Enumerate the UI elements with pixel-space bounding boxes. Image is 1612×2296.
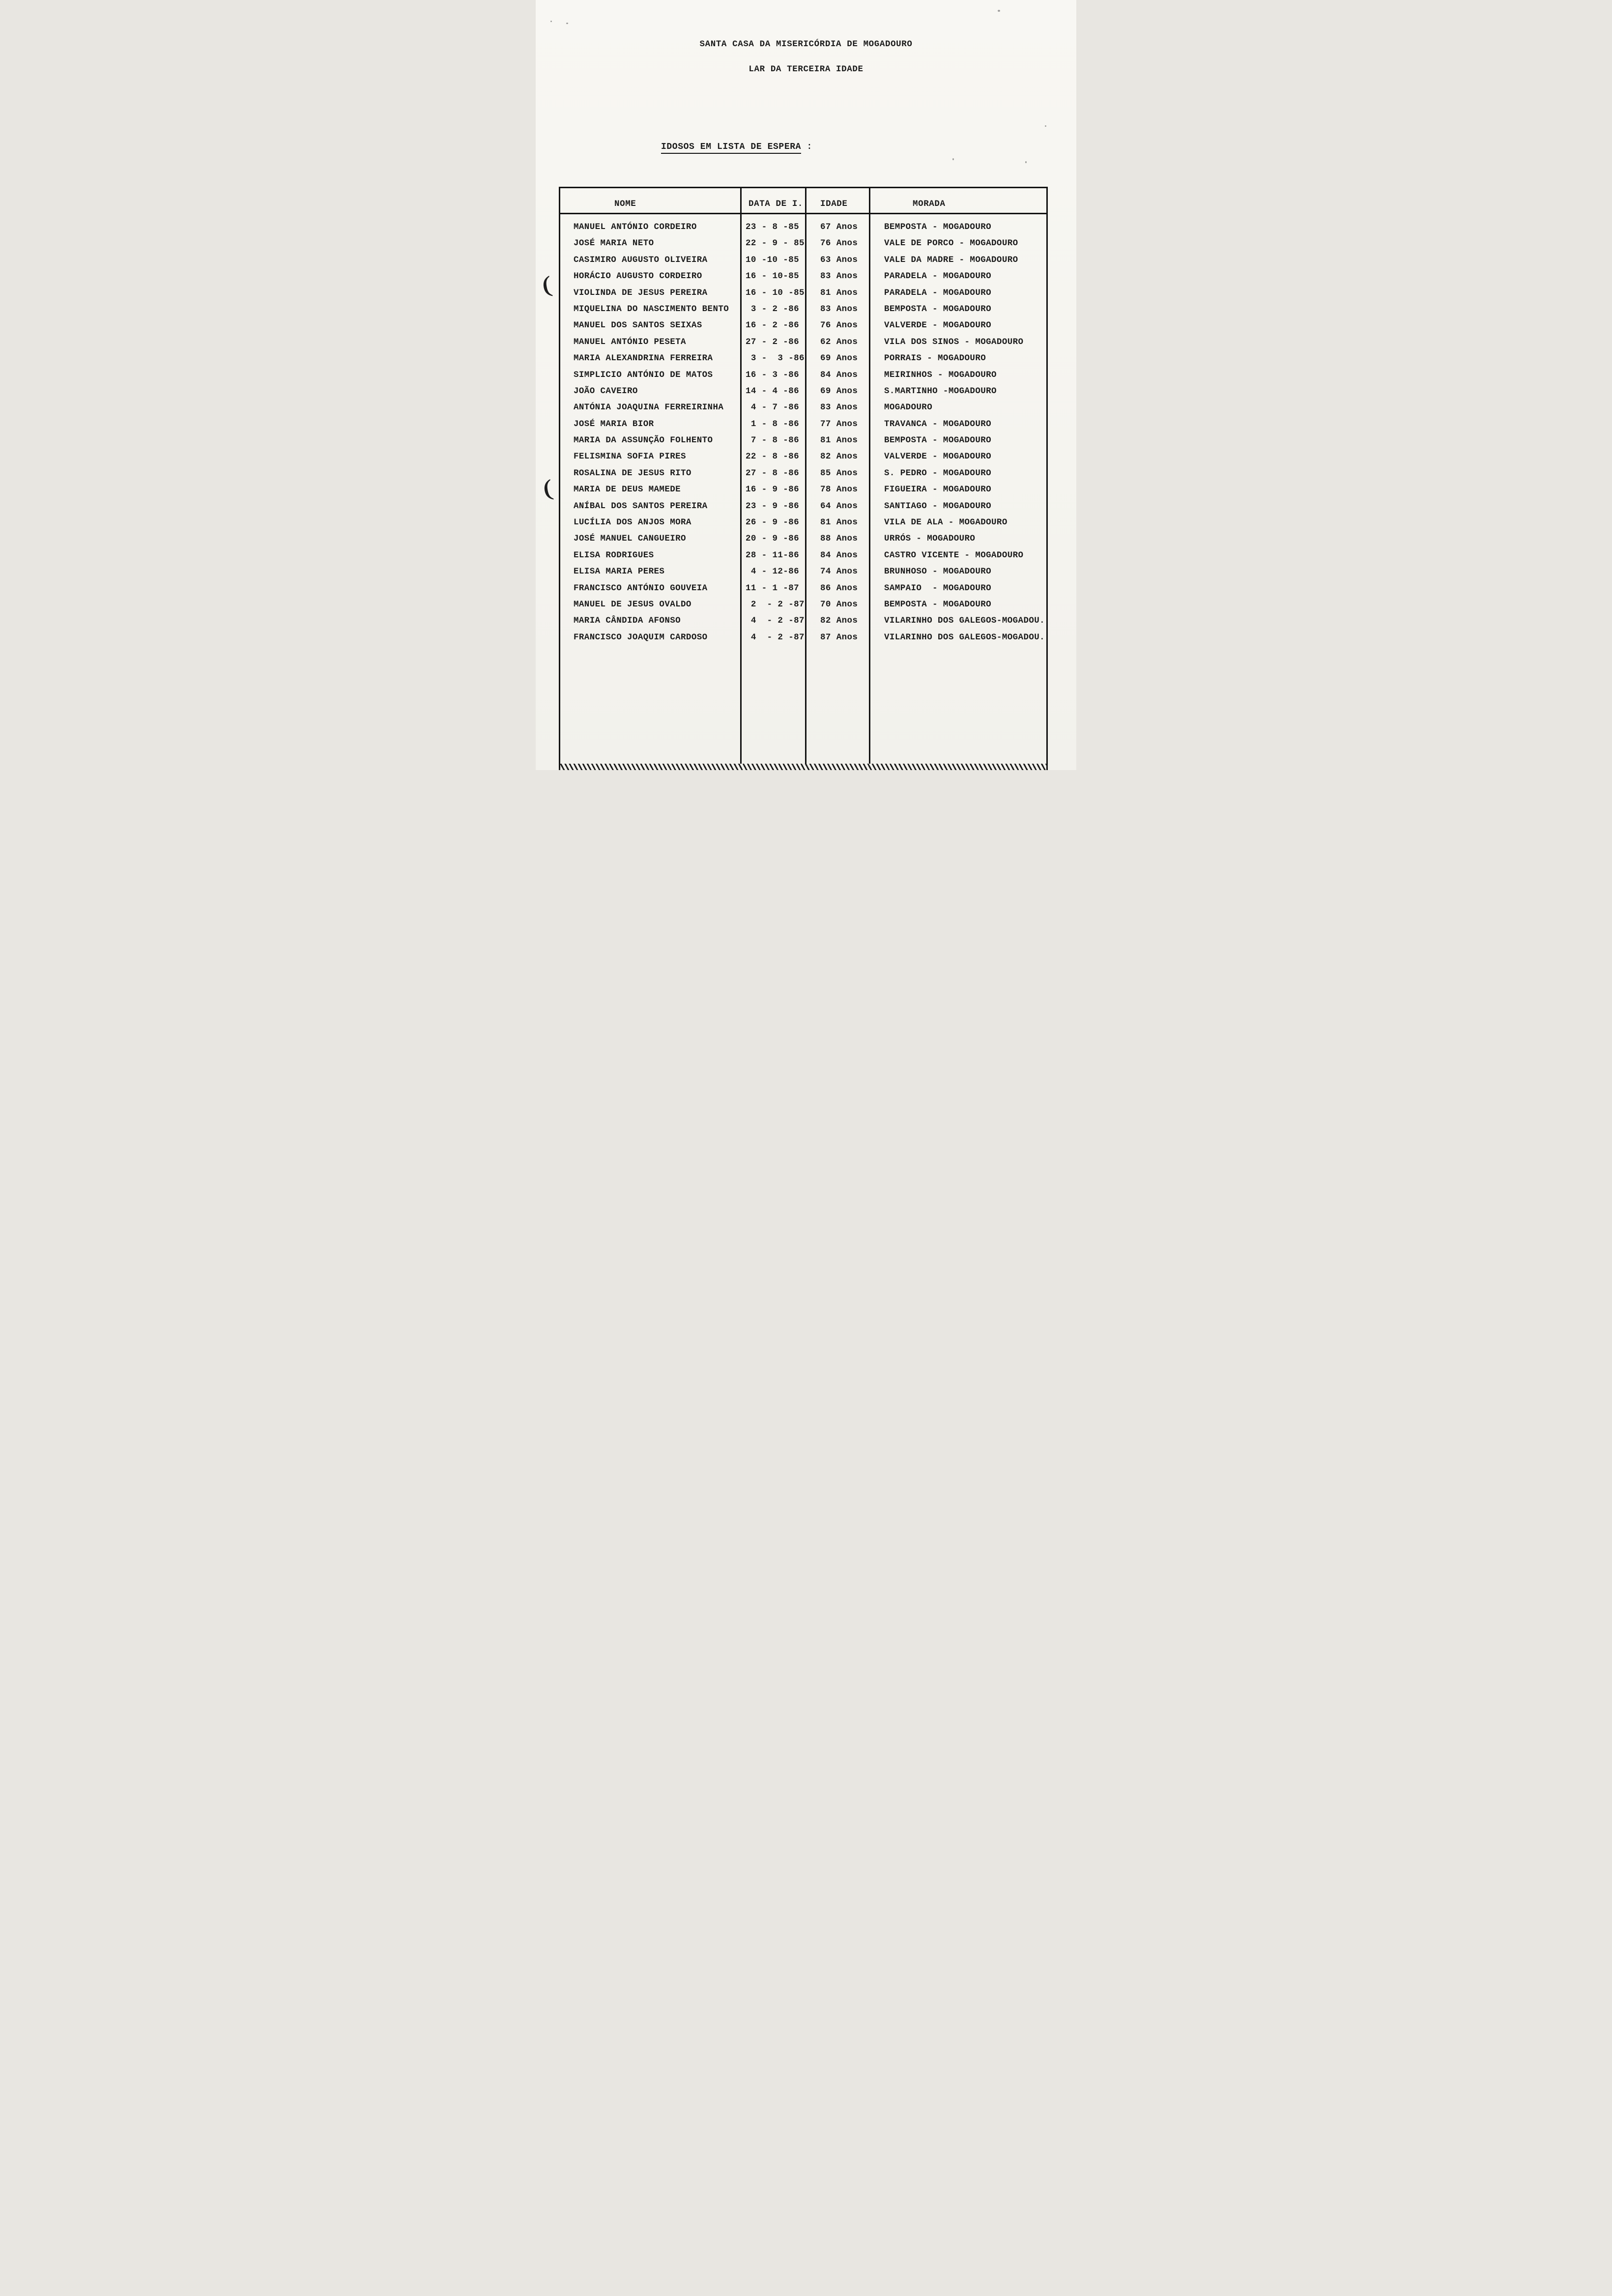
cell-nome: HORÁCIO AUGUSTO CORDEIRO [560, 268, 742, 285]
cell-data: 4 - 2 -87 [742, 630, 806, 646]
scanned-document-page [536, 0, 1076, 770]
cell-morada: S.MARTINHO -MOGADOURO [884, 386, 997, 396]
cell-data: 7 - 8 -86 [742, 432, 806, 449]
cell-nome: JOÃO CAVEIRO [560, 383, 742, 400]
table-row [560, 219, 1046, 235]
cell-morada: BEMPOSTA - MOGADOURO [884, 222, 992, 232]
cell-morada: CASTRO VICENTE - MOGADOURO [884, 550, 1024, 560]
cell-idade: 82 Anos [806, 613, 870, 629]
cell-data: 16 - 10-85 [742, 268, 806, 285]
section-heading [661, 142, 812, 152]
document-title: SANTA CASA DA MISERICÓRDIA DE MOGADOURO [699, 39, 913, 49]
cell-idade: 84 Anos [806, 367, 870, 383]
cell-data: 27 - 8 -86 [742, 465, 806, 482]
table-body [560, 214, 1046, 770]
cell-morada: MOGADOURO [884, 402, 933, 413]
cell-morada: PARADELA - MOGADOURO [884, 271, 992, 282]
cell-nome: ANTÓNIA JOAQUINA FERREIRINHA [560, 400, 742, 416]
cell-idade: 83 Anos [806, 400, 870, 416]
table-row [560, 416, 1046, 432]
table-row [560, 285, 1046, 301]
cell-idade: 63 Anos [806, 252, 870, 268]
cell-idade: 76 Anos [806, 235, 870, 252]
table-row [560, 564, 1046, 580]
table-header-row [560, 188, 1046, 214]
cell-idade: 70 Anos [806, 597, 870, 613]
cell-morada: FIGUEIRA - MOGADOURO [884, 485, 992, 495]
cell-idade: 83 Anos [806, 301, 870, 317]
cell-idade: 64 Anos [806, 498, 870, 515]
cell-morada: VALVERDE - MOGADOURO [884, 320, 992, 331]
scan-speck [952, 158, 954, 160]
cell-data: 10 -10 -85 [742, 252, 806, 268]
scan-speck [550, 21, 552, 22]
cell-nome: MANUEL DE JESUS OVALDO [560, 597, 742, 613]
table-row [560, 547, 1046, 564]
cell-idade: 62 Anos [806, 334, 870, 350]
cell-nome: MANUEL DOS SANTOS SEIXAS [560, 317, 742, 334]
cell-data: 27 - 2 -86 [742, 334, 806, 350]
cell-idade: 76 Anos [806, 317, 870, 334]
cell-nome: FELISMINA SOFIA PIRES [560, 449, 742, 465]
handwritten-margin-mark: ( [539, 271, 555, 300]
cell-morada: BEMPOSTA - MOGADOURO [884, 435, 992, 446]
column-header-nome: NOME [560, 188, 742, 213]
table-row [560, 580, 1046, 597]
cell-idade: 87 Anos [806, 630, 870, 646]
cell-data: 26 - 9 -86 [742, 515, 806, 531]
table-row [560, 235, 1046, 252]
cell-data: 16 - 9 -86 [742, 482, 806, 498]
cell-morada: VILA DOS SINOS - MOGADOURO [884, 337, 1024, 347]
table-row [560, 449, 1046, 465]
table-row [560, 334, 1046, 350]
cell-data: 1 - 8 -86 [742, 416, 806, 432]
cell-nome: MARIA DE DEUS MAMEDE [560, 482, 742, 498]
cell-idade: 74 Anos [806, 564, 870, 580]
cell-nome: ANÍBAL DOS SANTOS PEREIRA [560, 498, 742, 515]
table-row [560, 498, 1046, 515]
table-row [560, 301, 1046, 317]
cell-morada: PARADELA - MOGADOURO [884, 287, 992, 298]
cell-nome: MANUEL ANTÓNIO CORDEIRO [560, 219, 742, 235]
cell-nome: MARIA ALEXANDRINA FERREIRA [560, 350, 742, 367]
cell-nome: FRANCISCO ANTÓNIO GOUVEIA [560, 580, 742, 597]
cell-morada: BRUNHOSO - MOGADOURO [884, 567, 992, 577]
cell-data: 4 - 12-86 [742, 564, 806, 580]
cell-data: 23 - 9 -86 [742, 498, 806, 515]
cell-data: 23 - 8 -85 [742, 219, 806, 235]
table-row [560, 531, 1046, 547]
cell-nome: LUCÍLIA DOS ANJOS MORA [560, 515, 742, 531]
cell-morada: VILARINHO DOS GALEGOS-MOGADOU. [884, 616, 1045, 626]
document-subtitle: LAR DA TERCEIRA IDADE [748, 64, 864, 74]
cell-nome: VIOLINDA DE JESUS PEREIRA [560, 285, 742, 301]
table-row [560, 515, 1046, 531]
table-filler [560, 646, 1046, 764]
cell-idade: 69 Anos [806, 383, 870, 400]
cell-data: 3 - 2 -86 [742, 301, 806, 317]
cell-data: 4 - 2 -87 [742, 613, 806, 629]
cell-nome: CASIMIRO AUGUSTO OLIVEIRA [560, 252, 742, 268]
table-row [560, 383, 1046, 400]
cell-morada: SANTIAGO - MOGADOURO [884, 501, 992, 511]
column-header-morada: MORADA [913, 199, 946, 209]
table-row [560, 465, 1046, 482]
cell-morada: VALE DA MADRE - MOGADOURO [884, 255, 1018, 265]
table-row [560, 597, 1046, 613]
cell-data: 16 - 2 -86 [742, 317, 806, 334]
cell-idade: 86 Anos [806, 580, 870, 597]
cell-nome: JOSÉ MANUEL CANGUEIRO [560, 531, 742, 547]
cell-morada: SAMPAIO - MOGADOURO [884, 583, 992, 593]
table-row [560, 613, 1046, 629]
table-row [560, 630, 1046, 646]
cell-data: 3 - 3 -86 [742, 350, 806, 367]
cell-idade: 69 Anos [806, 350, 870, 367]
cell-data: 2 - 2 -87 [742, 597, 806, 613]
scan-speck [998, 10, 1000, 12]
cell-nome: FRANCISCO JOAQUIM CARDOSO [560, 630, 742, 646]
cell-morada: VILA DE ALA - MOGADOURO [884, 517, 1008, 528]
cell-idade: 78 Anos [806, 482, 870, 498]
cell-idade: 81 Anos [806, 285, 870, 301]
waiting-list-table [559, 187, 1048, 770]
cell-idade: 88 Anos [806, 531, 870, 547]
cell-nome: MANUEL ANTÓNIO PESETA [560, 334, 742, 350]
scan-speck [566, 23, 568, 24]
cell-morada: MEIRINHOS - MOGADOURO [884, 370, 997, 380]
cell-morada: BEMPOSTA - MOGADOURO [884, 599, 992, 609]
cell-data: 16 - 10 -85 [742, 285, 806, 301]
cell-data: 16 - 3 -86 [742, 367, 806, 383]
cell-morada: PORRAIS - MOGADOURO [884, 353, 986, 364]
column-header-idade: IDADE [806, 188, 870, 213]
cell-morada: VILARINHO DOS GALEGOS-MOGADOU. [884, 632, 1045, 642]
cell-data: 22 - 8 -86 [742, 449, 806, 465]
cell-morada: VALE DE PORCO - MOGADOURO [884, 238, 1018, 249]
cell-data: 20 - 9 -86 [742, 531, 806, 547]
table-row [560, 367, 1046, 383]
section-heading-colon: : [801, 142, 812, 152]
cell-nome: JOSÉ MARIA BIOR [560, 416, 742, 432]
cell-nome: ELISA MARIA PERES [560, 564, 742, 580]
table-bottom-hatch [559, 764, 1048, 770]
cell-morada: VALVERDE - MOGADOURO [884, 452, 992, 462]
cell-idade: 85 Anos [806, 465, 870, 482]
cell-morada: URRÓS - MOGADOURO [884, 534, 976, 544]
cell-idade: 81 Anos [806, 515, 870, 531]
table-row [560, 268, 1046, 285]
cell-data: 14 - 4 -86 [742, 383, 806, 400]
cell-nome: MIQUELINA DO NASCIMENTO BENTO [560, 301, 742, 317]
scan-speck [1025, 161, 1027, 163]
cell-nome: ROSALINA DE JESUS RITO [560, 465, 742, 482]
section-heading-text: IDOSOS EM LISTA DE ESPERA [661, 142, 801, 154]
handwritten-margin-mark: ( [540, 475, 556, 503]
scan-speck [1045, 125, 1046, 127]
table-row [560, 482, 1046, 498]
cell-nome: MARIA CÂNDIDA AFONSO [560, 613, 742, 629]
cell-morada: TRAVANCA - MOGADOURO [884, 419, 992, 429]
cell-data: 22 - 9 - 85 [742, 235, 806, 252]
cell-idade: 82 Anos [806, 449, 870, 465]
cell-idade: 67 Anos [806, 219, 870, 235]
cell-idade: 84 Anos [806, 547, 870, 564]
table-row [560, 350, 1046, 367]
cell-data: 11 - 1 -87 [742, 580, 806, 597]
table-row [560, 317, 1046, 334]
cell-data: 4 - 7 -86 [742, 400, 806, 416]
cell-nome: ELISA RODRIGUES [560, 547, 742, 564]
table-spacer-row [560, 214, 1046, 219]
cell-idade: 81 Anos [806, 432, 870, 449]
cell-nome: MARIA DA ASSUNÇÃO FOLHENTO [560, 432, 742, 449]
cell-morada: S. PEDRO - MOGADOURO [884, 468, 992, 478]
cell-idade: 83 Anos [806, 268, 870, 285]
cell-morada: BEMPOSTA - MOGADOURO [884, 304, 992, 314]
cell-data: 28 - 11-86 [742, 547, 806, 564]
column-header-data: DATA DE I. [742, 188, 806, 213]
table-row [560, 400, 1046, 416]
cell-idade: 77 Anos [806, 416, 870, 432]
cell-nome: SIMPLICIO ANTÓNIO DE MATOS [560, 367, 742, 383]
cell-nome: JOSÉ MARIA NETO [560, 235, 742, 252]
table-row [560, 432, 1046, 449]
table-row [560, 252, 1046, 268]
